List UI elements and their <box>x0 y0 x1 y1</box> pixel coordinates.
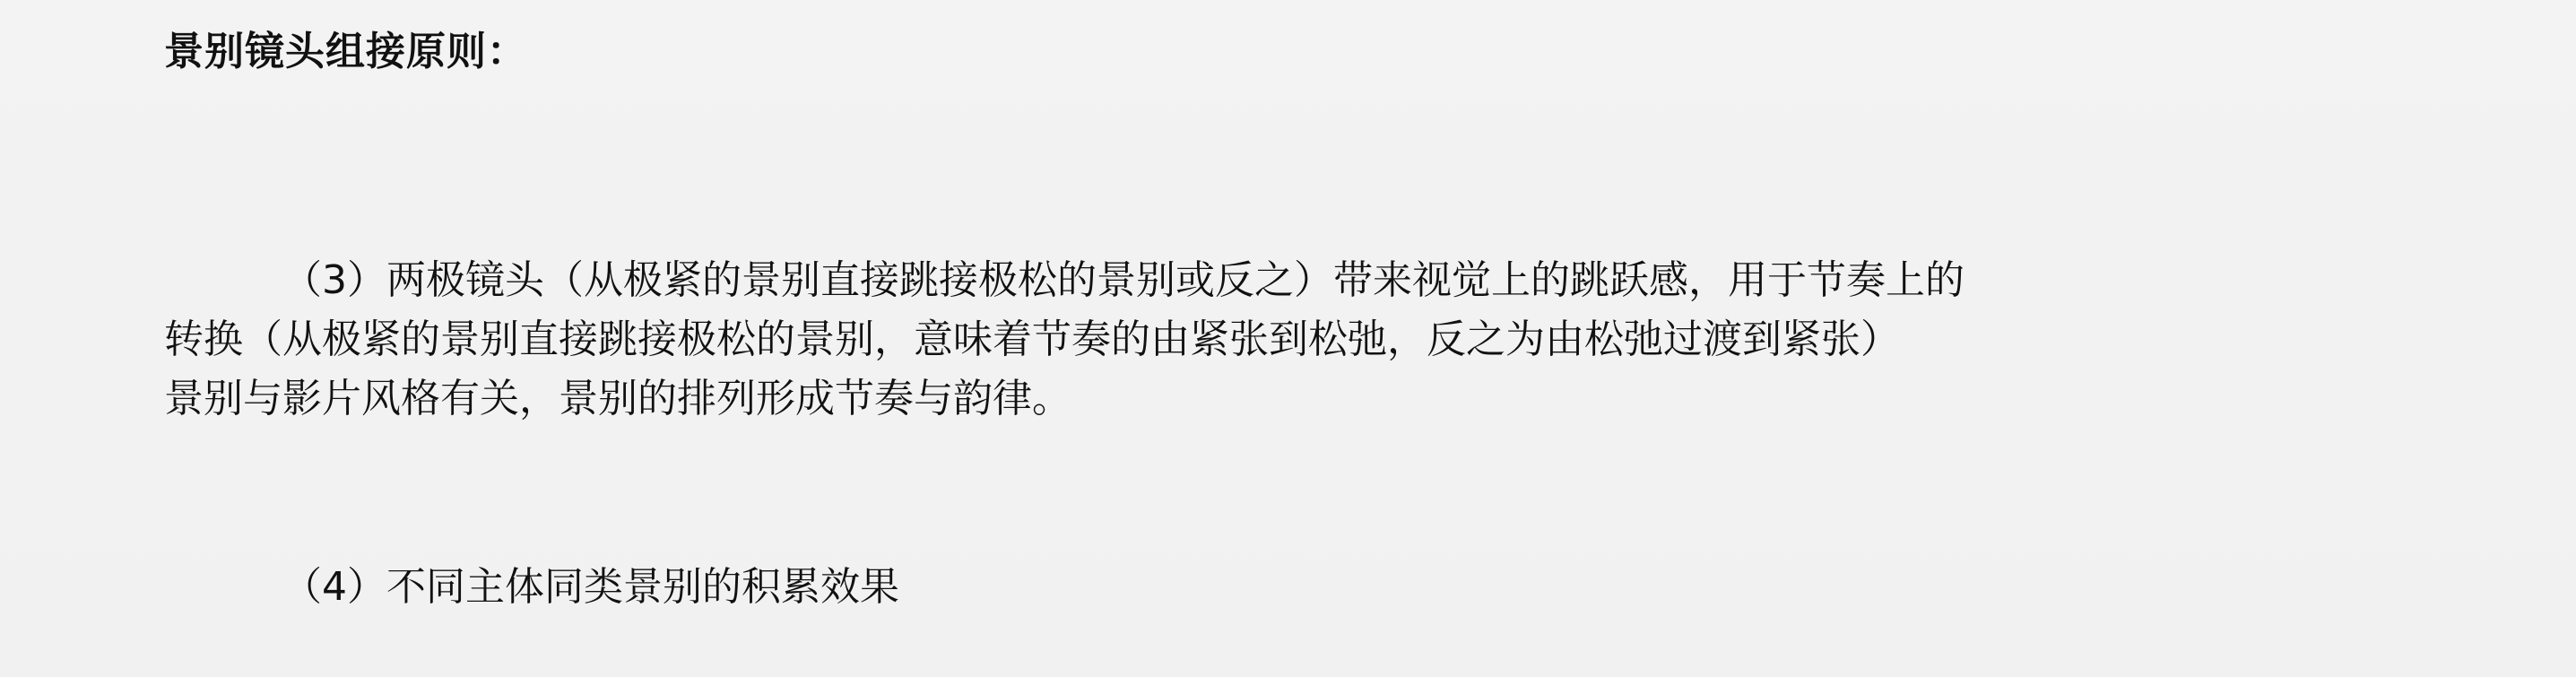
slide-heading: 景别镜头组接原则： <box>164 29 527 74</box>
paragraph-3 <box>164 251 2424 429</box>
paragraph-3-line-2: 转换（从极紧的景别直接跳接极松的景别，意味着节奏的由紧张到松弛，反之为由松弛过渡到紧张） <box>164 317 1900 362</box>
paragraph-3-line-1 <box>164 251 2424 310</box>
paragraph-3-line-1-text: （3）两极镜头（从极紧的景别直接跳接极松的景别或反之）带来视觉上的跳跃感，用于节奏上的 <box>282 257 1965 303</box>
paragraph-4-text: （4）不同主体同类景别的积累效果 <box>282 564 899 610</box>
paragraph-4 <box>164 558 2424 617</box>
paragraph-4-line <box>164 558 2424 617</box>
paragraph-3-line-3: 景别与影片风格有关，景别的排列形成节奏与韵律。 <box>164 376 1071 421</box>
